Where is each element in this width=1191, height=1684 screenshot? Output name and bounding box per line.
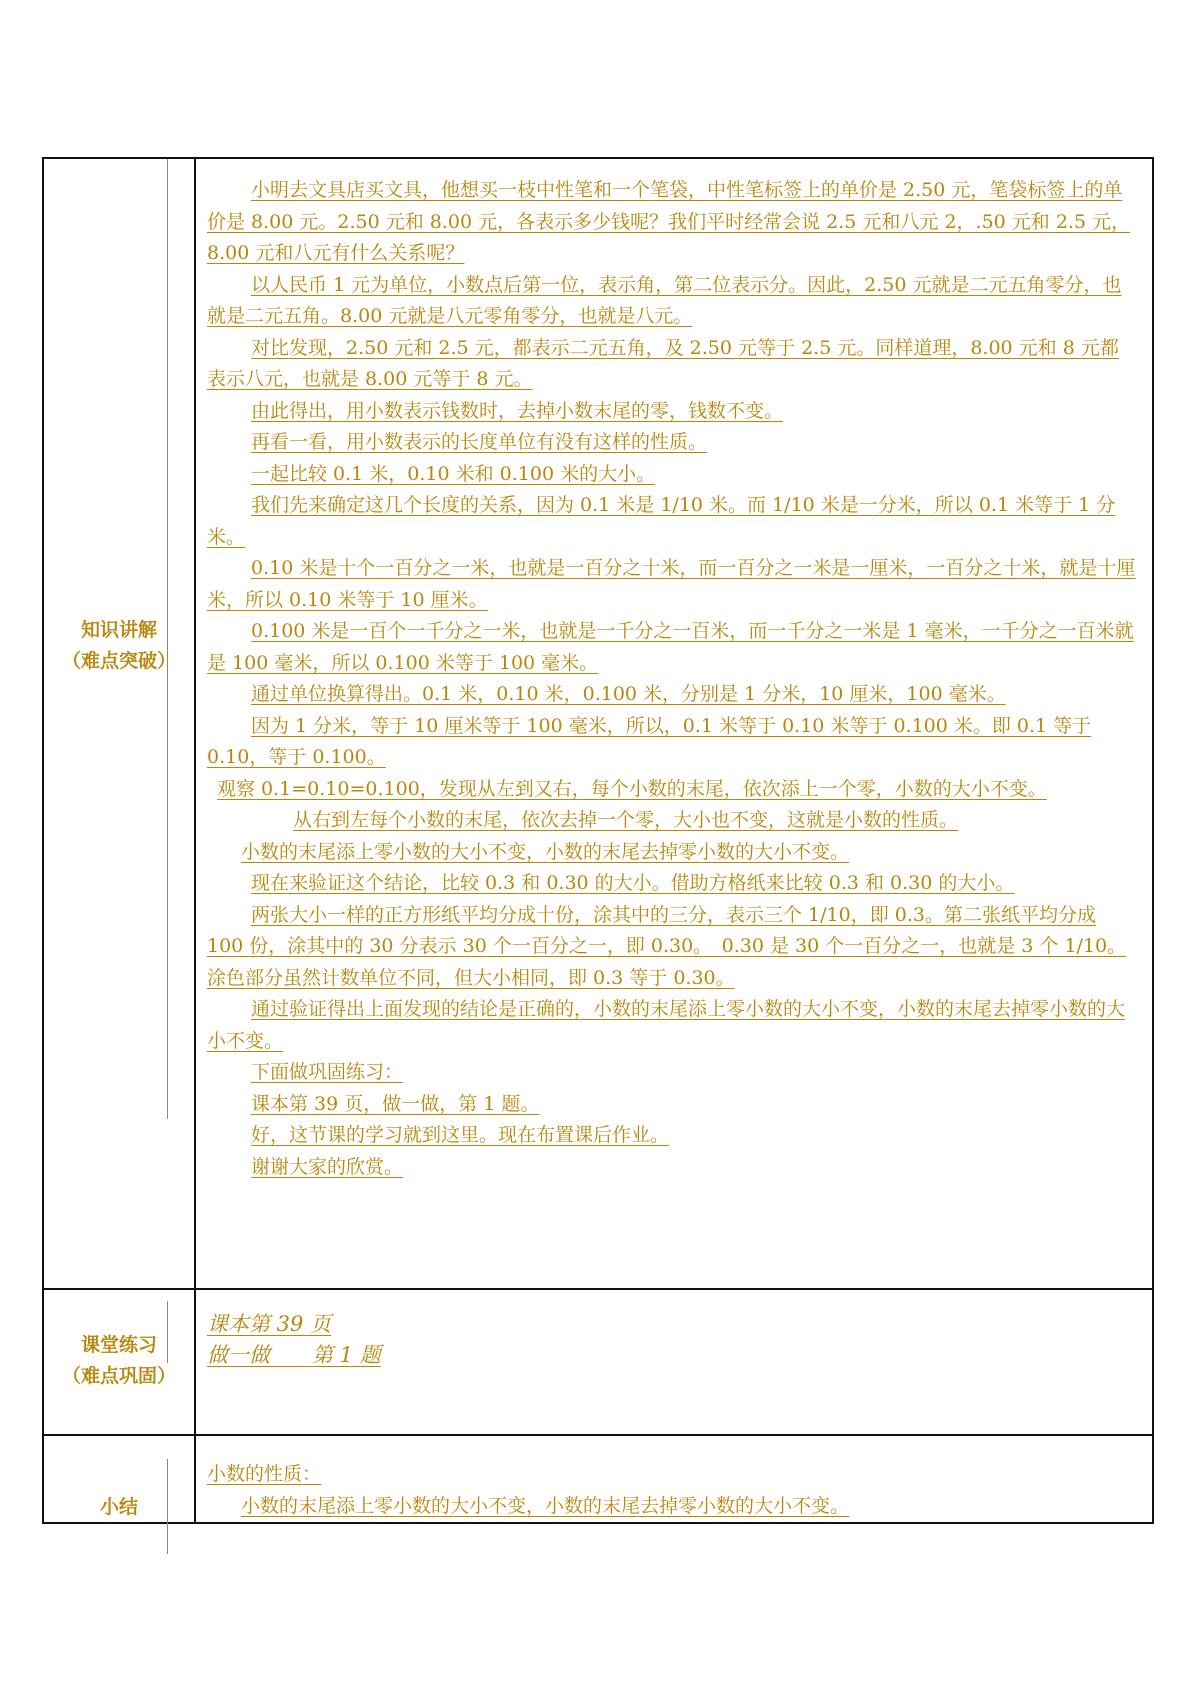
practice-label-line1: 课堂练习: [80, 1334, 157, 1356]
knowledge-content: [207, 175, 1137, 1183]
paragraph: 因为 1 分米，等于 10 厘米等于 100 毫米，所以，0.1 米等于 0.10 米等于 0.100 米。即 0.1 等于 0.10，等于 0.100。: [207, 714, 1092, 768]
paragraph: 再看一看，用小数表示的长度单位有没有这样的性质。: [251, 431, 708, 453]
paragraph: 通过单位换算得出。0.1 米，0.10 米，0.100 米，分别是 1 分米，10 厘米，100 毫米。: [251, 683, 1006, 705]
summary-content: [207, 1459, 1137, 1522]
paragraph: 谢谢大家的欣赏。: [251, 1155, 404, 1178]
column-divider: [194, 159, 196, 1522]
paragraph: 下面做巩固练习：: [251, 1061, 404, 1083]
practice-line1: 课本第 39 页: [207, 1312, 332, 1336]
paragraph: 通过验证得出上面发现的结论是正确的，小数的末尾添上零小数的大小不变，小数的末尾去掉零小数的大小不变。: [207, 998, 1126, 1052]
paragraph: 好，这节课的学习就到这里。现在布置课后作业。: [251, 1124, 670, 1146]
paragraph: 观察 0.1=0.10=0.100，发现从左到又右，每个小数的末尾，依次添上一个零，小数的大小不变。: [217, 777, 1047, 800]
practice-content: [207, 1309, 1137, 1371]
practice-row-label: [44, 1330, 194, 1392]
row-divider-2: [44, 1434, 1152, 1436]
paragraph: 我们先来确定这几个长度的关系，因为 0.1 米是 1/10 米。而 1/10 米是一分米，所以 0.1 米等于 1 分米。: [207, 494, 1116, 548]
paragraph: 小数的末尾添上零小数的大小不变，小数的末尾去掉零小数的大小不变。: [241, 840, 850, 863]
paragraph: 0.10 米是十个一百分之一米，也就是一百分之十米，而一百分之一米是一厘米，一百分之十米，就是十厘米，所以 0.10 米等于 10 厘米。: [207, 557, 1136, 611]
knowledge-label-line2: （难点突破）: [61, 650, 176, 672]
practice-line2: 做一做 第 1 题: [207, 1343, 381, 1367]
paragraph: 0.100 米是一百个一千分之一米，也就是一千分之一百米，而一千分之一米是 1 毫米，一千分之一百米就是 100 毫米，所以 0.100 米等于 100 毫米。: [207, 620, 1134, 674]
summary-line2: 小数的末尾添上零小数的大小不变，小数的末尾去掉零小数的大小不变。: [241, 1494, 850, 1517]
summary-label: 小结: [99, 1496, 138, 1518]
summary-line1: 小数的性质：: [207, 1463, 322, 1485]
paragraph: 对比发现，2.50 元和 2.5 元，都表示二元五角，及 2.50 元等于 2.5 元。同样道理，8.00 元和 8 元都表示八元，也就是 8.00 元等于 8 元。: [207, 336, 1119, 390]
paragraph: 以人民币 1 元为单位，小数点后第一位，表示角，第二位表示分。因此，2.50 元就是二元五角零分，也就是二元五角。8.00 元就是八元零角零分，也就是八元。: [207, 273, 1122, 327]
paragraph: 两张大小一样的正方形纸平均分成十份，涂其中的三分，表示三个 1/10，即 0.3。第二张纸平均分成 100 份，涂其中的 30 分表示 30 个一百分之一，即 0.30。 0.30 是 30 个一百分之一，也就是 3 个 1/10。涂色部分虽然计数单位不同，但大小相同，即 0.3 等于 0.30。: [207, 903, 1127, 989]
paragraph: 从右到左每个小数的末尾，依次去掉一个零，大小也不变，这就是小数的性质。: [293, 809, 959, 831]
paragraph: 由此得出，用小数表示钱数时，去掉小数末尾的零，钱数不变。: [251, 399, 784, 422]
lesson-table: [42, 157, 1154, 1524]
summary-row-label: [44, 1492, 194, 1523]
row-divider-1: [44, 1288, 1152, 1290]
knowledge-row-label: [44, 615, 194, 677]
paragraph: 一起比较 0.1 米，0.10 米和 0.100 米的大小。: [251, 462, 656, 485]
paragraph: 小明去文具店买文具，他想买一枝中性笔和一个笔袋，中性笔标签上的单价是 2.50 元，笔袋标签上的单价是 8.00 元。2.50 元和 8.00 元，各表示多少钱呢？我们平时经常会说 2.5 元和八元 2，.50 元和 2.5 元，8.00 元和八元有什么关系呢？: [207, 179, 1131, 264]
knowledge-label-line1: 知识讲解: [80, 619, 157, 641]
practice-label-line2: （难点巩固）: [61, 1365, 176, 1387]
paragraph: 现在来验证这个结论，比较 0.3 和 0.30 的大小。借助方格纸来比较 0.3 和 0.30 的大小。: [251, 872, 1015, 894]
paragraph: 课本第 39 页，做一做，第 1 题。: [251, 1092, 540, 1115]
